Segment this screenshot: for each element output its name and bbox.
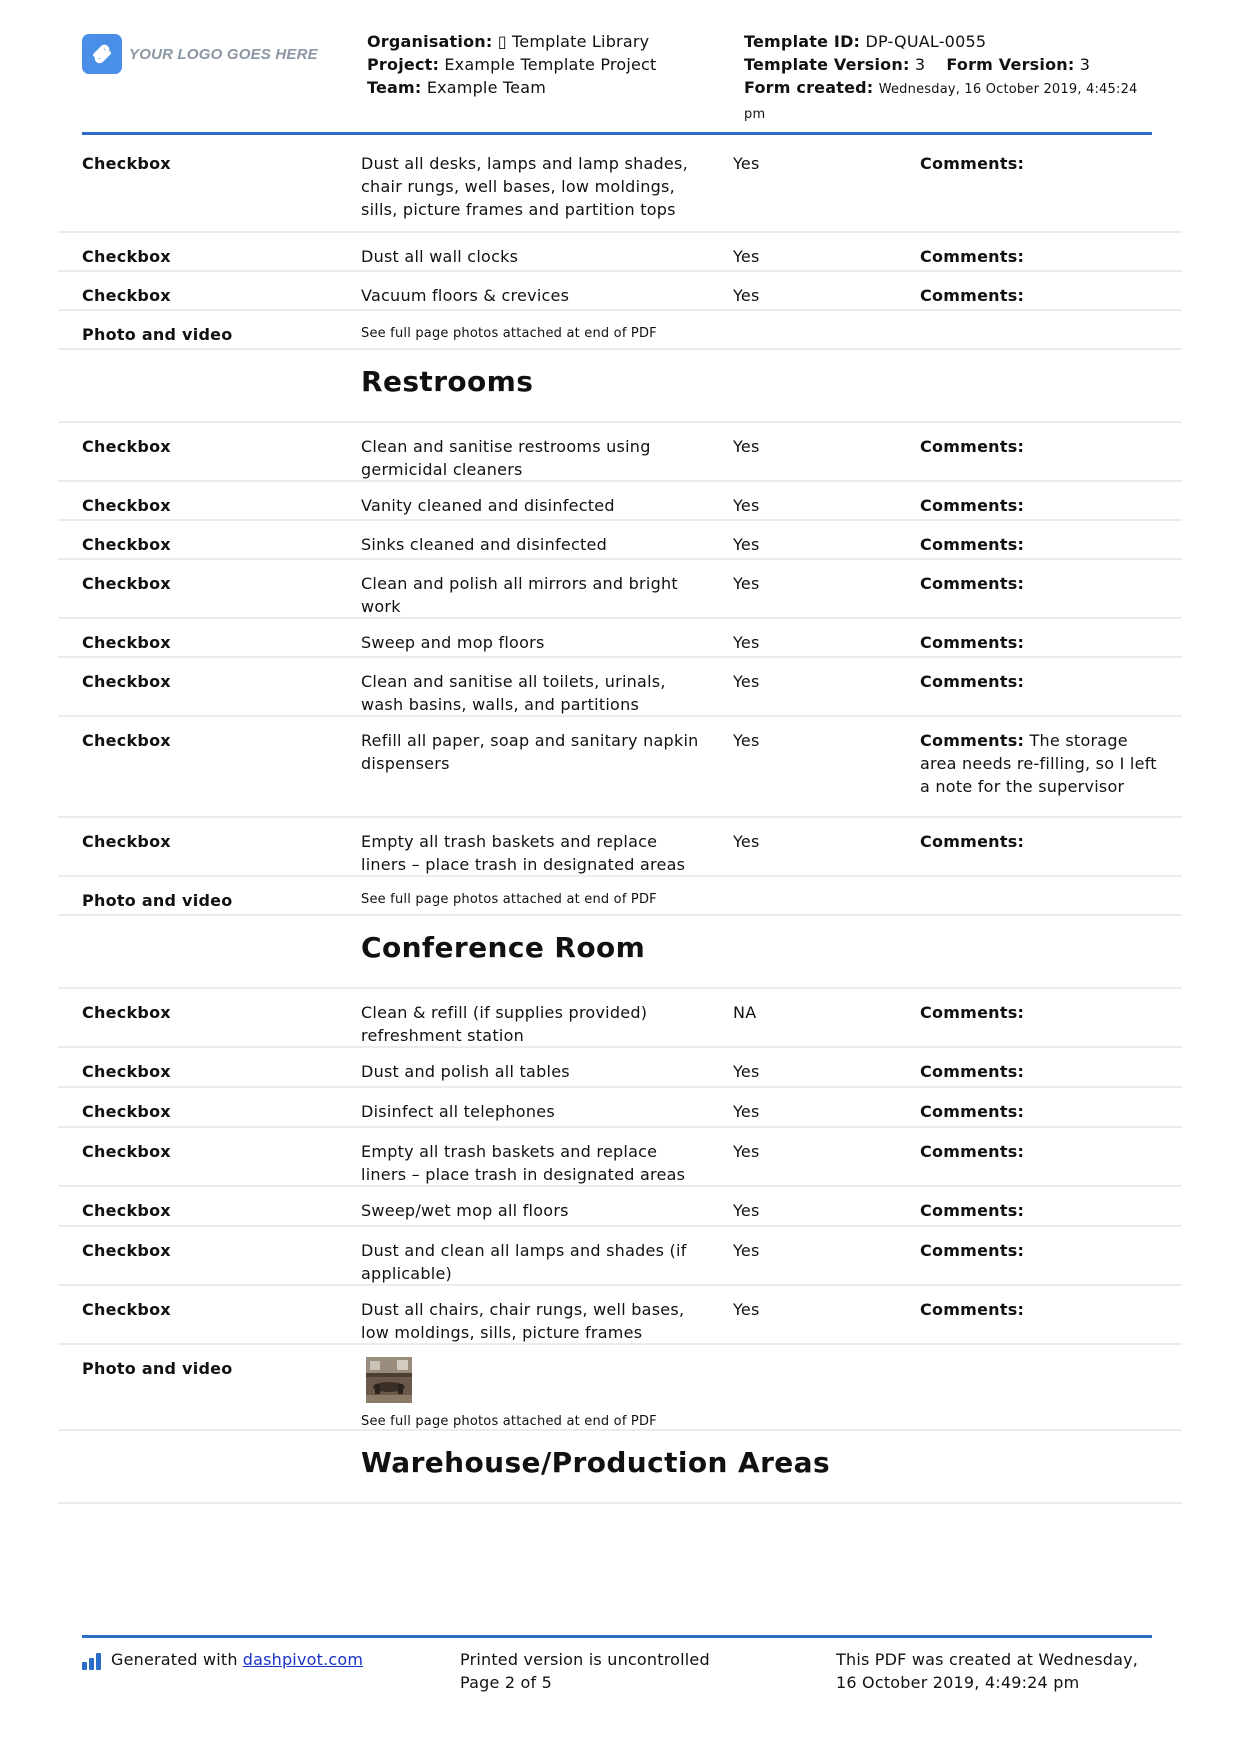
answer-value: Yes bbox=[733, 437, 760, 456]
table-row bbox=[58, 423, 1182, 482]
checklist-item: Sinks cleaned and disinfected bbox=[361, 535, 608, 554]
comments-label: Comments: bbox=[920, 1142, 1025, 1161]
table-row bbox=[58, 560, 1182, 619]
answer-value: NA bbox=[733, 1003, 757, 1022]
answer-value: Yes bbox=[733, 286, 760, 305]
section-row bbox=[58, 1431, 1182, 1504]
project-value: Example Template Project bbox=[444, 55, 657, 74]
template-id-label: Template ID: bbox=[744, 32, 861, 51]
checklist-item: Clean and sanitise all toilets, urinals, wash basins, walls, and partitions bbox=[361, 672, 666, 714]
comments-cell bbox=[920, 830, 1160, 853]
checklist-item: Empty all trash baskets and replace liners – place trash in designated areas bbox=[361, 1142, 686, 1184]
comments-label: Comments: bbox=[920, 437, 1025, 456]
comments-label: Comments: bbox=[920, 1241, 1025, 1260]
field-type: Checkbox bbox=[82, 247, 171, 266]
generated-text: Generated with bbox=[111, 1650, 238, 1669]
checklist-item: Sweep and mop floors bbox=[361, 633, 545, 652]
photo-note: See full page photos attached at end of PDF bbox=[361, 326, 657, 341]
comments-label: Comments: bbox=[920, 1300, 1025, 1319]
field-type: Checkbox bbox=[82, 496, 171, 515]
checklist-item: Clean & refill (if supplies provided) refreshment station bbox=[361, 1003, 648, 1045]
section-row bbox=[58, 350, 1182, 423]
org-info bbox=[367, 30, 727, 99]
comments-cell bbox=[920, 729, 1160, 798]
photo-note: See full page photos attached at end of PDF bbox=[361, 1414, 657, 1429]
checklist-item: Vanity cleaned and disinfected bbox=[361, 496, 615, 515]
uncontrolled-text: Printed version is uncontrolled bbox=[460, 1650, 710, 1669]
generated-with bbox=[82, 1648, 363, 1671]
comments-cell bbox=[920, 1100, 1160, 1123]
table-row bbox=[58, 482, 1182, 521]
field-type: Checkbox bbox=[82, 1003, 171, 1022]
table-row bbox=[58, 1128, 1182, 1187]
section-title: Warehouse/Production Areas bbox=[361, 1446, 831, 1479]
answer-value: Yes bbox=[733, 154, 760, 173]
checklist-item: Clean and sanitise restrooms using germicidal cleaners bbox=[361, 437, 651, 479]
comments-cell bbox=[920, 1140, 1160, 1163]
comments-label: Comments: bbox=[920, 535, 1025, 554]
table-row bbox=[58, 619, 1182, 658]
team-label: Team: bbox=[367, 78, 422, 97]
field-type: Checkbox bbox=[82, 832, 171, 851]
header-divider bbox=[82, 132, 1152, 135]
comments-cell bbox=[920, 1239, 1160, 1262]
comments-cell bbox=[920, 435, 1160, 458]
answer-value: Yes bbox=[733, 1062, 760, 1081]
field-type: Checkbox bbox=[82, 731, 171, 750]
footer-divider bbox=[82, 1635, 1152, 1638]
table-row bbox=[58, 989, 1182, 1048]
comments-label: Comments: bbox=[920, 247, 1025, 266]
answer-value: Yes bbox=[733, 1241, 760, 1260]
table-row bbox=[58, 521, 1182, 560]
comments-label: Comments: bbox=[920, 1062, 1025, 1081]
table-row bbox=[58, 140, 1182, 233]
comments-cell bbox=[920, 1060, 1160, 1083]
field-type: Checkbox bbox=[82, 535, 171, 554]
answer-value: Yes bbox=[733, 1201, 760, 1220]
comments-label: Comments: bbox=[920, 574, 1025, 593]
answer-value: Yes bbox=[733, 832, 760, 851]
checklist-item: Empty all trash baskets and replace liners – place trash in designated areas bbox=[361, 832, 686, 874]
template-version-value: 3 bbox=[914, 55, 926, 74]
table-row bbox=[58, 1227, 1182, 1286]
field-type: Checkbox bbox=[82, 154, 171, 173]
comments-label: Comments: bbox=[920, 496, 1025, 515]
photo-row bbox=[58, 877, 1182, 916]
answer-value: Yes bbox=[733, 574, 760, 593]
comments-cell bbox=[920, 1199, 1160, 1222]
print-info bbox=[460, 1648, 710, 1694]
pdf-created-text: This PDF was created at Wednesday, 16 October 2019, 4:49:24 pm bbox=[836, 1650, 1139, 1692]
field-type: Photo and video bbox=[82, 1359, 233, 1378]
table-row bbox=[58, 1286, 1182, 1345]
photo-row bbox=[58, 1345, 1182, 1431]
comments-label: Comments: bbox=[920, 1201, 1025, 1220]
comments-label: Comments: bbox=[920, 1003, 1025, 1022]
field-type: Checkbox bbox=[82, 286, 171, 305]
form-created-label: Form created: bbox=[744, 78, 874, 97]
answer-value: Yes bbox=[733, 496, 760, 515]
answer-value: Yes bbox=[733, 535, 760, 554]
field-type: Checkbox bbox=[82, 1062, 171, 1081]
comments-cell bbox=[920, 245, 1160, 268]
comments-cell bbox=[920, 1298, 1160, 1321]
page-number: Page 2 of 5 bbox=[460, 1673, 552, 1692]
comments-cell bbox=[920, 670, 1160, 693]
section-title: Conference Room bbox=[361, 931, 646, 964]
table-row bbox=[58, 272, 1182, 311]
template-id-value: DP-QUAL-0055 bbox=[865, 32, 987, 51]
comments-label: Comments: bbox=[920, 672, 1025, 691]
table-row bbox=[58, 717, 1182, 818]
field-type: Checkbox bbox=[82, 574, 171, 593]
page-header bbox=[82, 30, 1152, 130]
table-row bbox=[58, 1088, 1182, 1128]
field-type: Checkbox bbox=[82, 1300, 171, 1319]
form-version-label: Form Version: bbox=[946, 55, 1075, 74]
organisation-value: ▯ Template Library bbox=[497, 32, 650, 51]
answer-value: Yes bbox=[733, 247, 760, 266]
comments-label: Comments: bbox=[920, 731, 1025, 750]
logo bbox=[82, 32, 342, 76]
comments-cell bbox=[920, 1001, 1160, 1024]
field-type: Checkbox bbox=[82, 1201, 171, 1220]
field-type: Photo and video bbox=[82, 325, 233, 344]
photo-thumbnail[interactable] bbox=[366, 1357, 412, 1403]
checklist-item: Dust and polish all tables bbox=[361, 1062, 570, 1081]
field-type: Checkbox bbox=[82, 1102, 171, 1121]
answer-value: Yes bbox=[733, 1300, 760, 1319]
comments-cell bbox=[920, 572, 1160, 595]
checklist-item: Disinfect all telephones bbox=[361, 1102, 555, 1121]
organisation-label: Organisation: bbox=[367, 32, 493, 51]
dashpivot-link[interactable]: dashpivot.com bbox=[242, 1650, 364, 1669]
photo-row bbox=[58, 311, 1182, 350]
field-type: Checkbox bbox=[82, 1142, 171, 1161]
checklist-item: Dust and clean all lamps and shades (if applicable) bbox=[361, 1241, 687, 1283]
comments-label: Comments: bbox=[920, 633, 1025, 652]
project-label: Project: bbox=[367, 55, 440, 74]
section-row bbox=[58, 916, 1182, 989]
checklist-item: Dust all wall clocks bbox=[361, 247, 519, 266]
comments-label: Comments: bbox=[920, 154, 1025, 173]
table-row bbox=[58, 233, 1182, 272]
field-type: Checkbox bbox=[82, 672, 171, 691]
comments-cell bbox=[920, 284, 1160, 307]
checklist-item: Dust all chairs, chair rungs, well bases, low moldings, sills, picture frames bbox=[361, 1300, 685, 1342]
comments-label: Comments: bbox=[920, 286, 1025, 305]
comments-label: Comments: bbox=[920, 1102, 1025, 1121]
field-type: Photo and video bbox=[82, 891, 233, 910]
checklist-item: Dust all desks, lamps and lamp shades, chair rungs, well bases, low moldings, sills, picture frames and partition tops bbox=[361, 154, 688, 219]
field-type: Checkbox bbox=[82, 633, 171, 652]
comments-cell bbox=[920, 152, 1160, 175]
dashpivot-logo-icon bbox=[82, 1652, 103, 1670]
comment-text: The storage area needs re-filling, so I left a note for the supervisor bbox=[920, 731, 1157, 796]
answer-value: Yes bbox=[733, 1102, 760, 1121]
form-version-value: 3 bbox=[1079, 55, 1091, 74]
comments-cell bbox=[920, 533, 1160, 556]
answer-value: Yes bbox=[733, 731, 760, 750]
photo-note: See full page photos attached at end of PDF bbox=[361, 892, 657, 907]
table-row bbox=[58, 1048, 1182, 1088]
checklist bbox=[58, 140, 1182, 1504]
answer-value: Yes bbox=[733, 1142, 760, 1161]
template-info bbox=[744, 30, 1144, 126]
checklist-item: Clean and polish all mirrors and bright work bbox=[361, 574, 678, 616]
section-title: Restrooms bbox=[361, 365, 534, 398]
comments-cell bbox=[920, 494, 1160, 517]
template-version-label: Template Version: bbox=[744, 55, 910, 74]
logo-icon bbox=[82, 34, 122, 74]
checklist-item: Sweep/wet mop all floors bbox=[361, 1201, 569, 1220]
comments-cell bbox=[920, 631, 1160, 654]
comments-label: Comments: bbox=[920, 832, 1025, 851]
logo-text: YOUR LOGO GOES HERE bbox=[129, 45, 318, 63]
form-created-value: Wednesday, 16 October 2019, 4:45:24 pm bbox=[744, 82, 1138, 122]
answer-value: Yes bbox=[733, 633, 760, 652]
table-row bbox=[58, 658, 1182, 717]
team-value: Example Team bbox=[426, 78, 547, 97]
checklist-item: Vacuum floors & crevices bbox=[361, 286, 570, 305]
field-type: Checkbox bbox=[82, 437, 171, 456]
table-row bbox=[58, 818, 1182, 877]
table-row bbox=[58, 1187, 1182, 1227]
field-type: Checkbox bbox=[82, 1241, 171, 1260]
checklist-item: Refill all paper, soap and sanitary napkin dispensers bbox=[361, 731, 699, 773]
answer-value: Yes bbox=[733, 672, 760, 691]
